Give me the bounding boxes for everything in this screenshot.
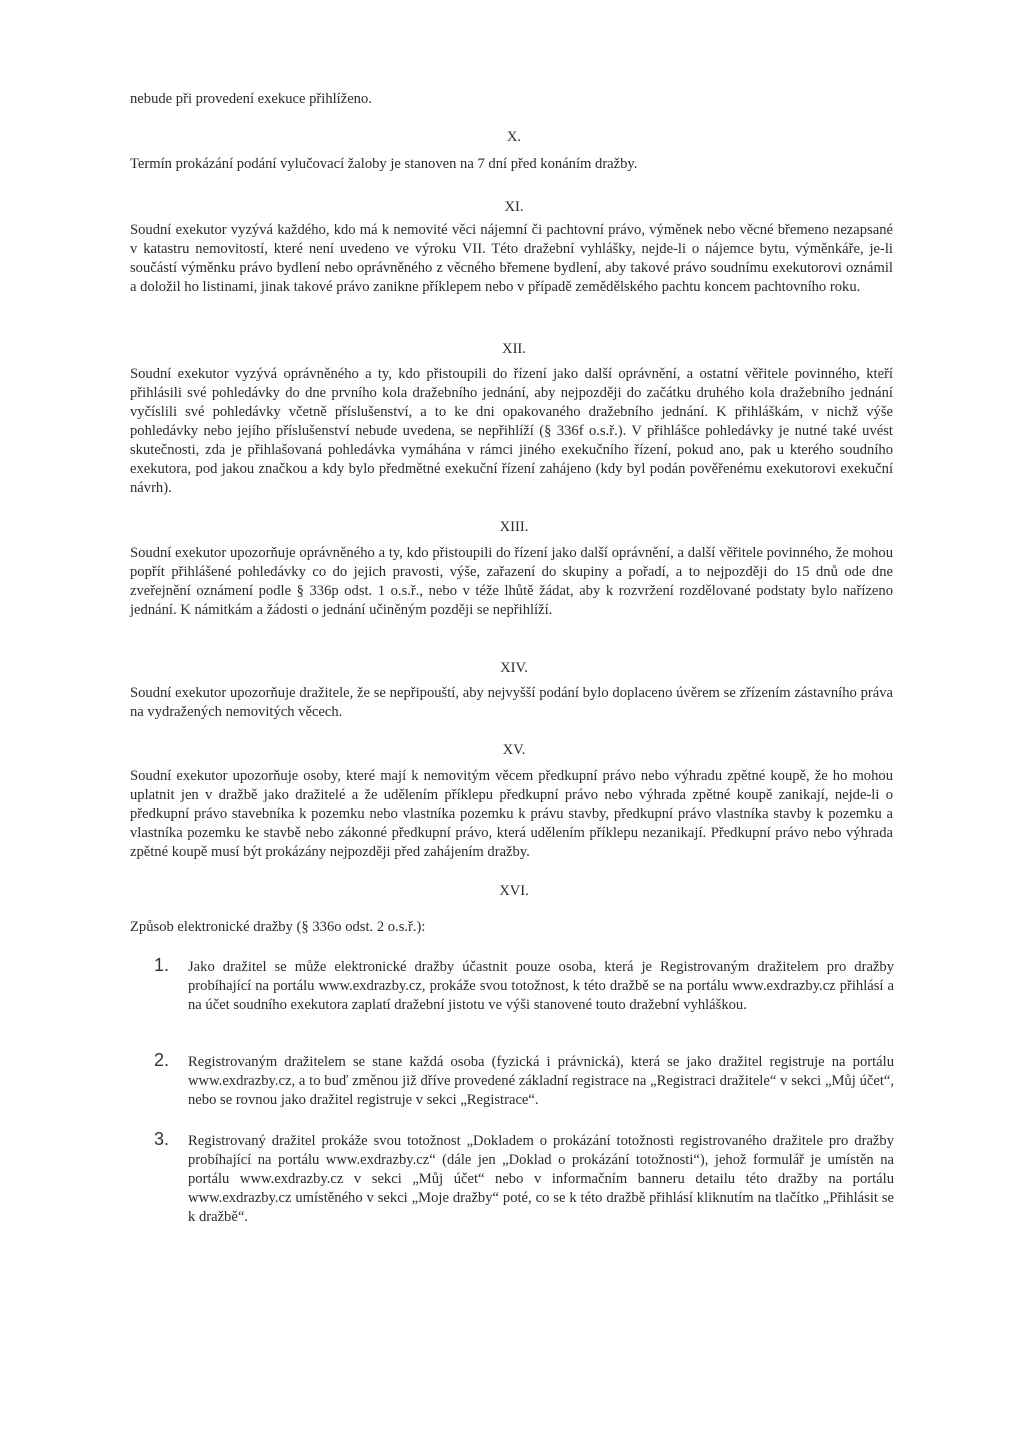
section-heading-x: X. [506,129,522,145]
section-text-x: Termín prokázání podání vylučovací žaloby je stanoven na 7 dní před konáním dražby. [130,156,638,172]
section-text-xii: Soudní exekutor vyzývá oprávněného a ty, kdo přistoupili do řízení jako další oprávnění, a ostatní věřitele povinného, kteří přihlásili své pohledávky do dne prvního kola dražebního jednání, aby nejpozději do začátku druhého kola dražebního jednání vyčíslili své pohledávky včetně příslušenství, a to ke dni opakovaného dražebního jednání. K přihláškám, v nichž výše pohledávky nebo jejího příslušenství nebude uvedena, se nepřihlíží (§ 336f o.s.ř.). V přihlášce pohledávky je nutné také uvést skutečnosti, zda je přihlašovaná pohledávka vymáhána v rámci jiného exekučního řízení, pokud ano, pak u kterého soudního exekutora, pod jakou značkou a kdy bylo předmětné exekuční řízení zahájeno (kdy byl podán pověřenému exekutorovi exekuční návrh). [130,366,893,496]
section-heading-xiii: XIII. [499,519,529,535]
section-text-xv: Soudní exekutor upozorňuje osoby, které mají k nemovitým věcem předkupní právo nebo výhradu zpětné koupě, že ho mohou uplatnit jen v dražbě jako dražitelé a že udělením příklepu předkupní právo nebo výhrada zpětné koupě zanikají, nejde-li o předkupní právo stavebníka k pozemku nebo vlastníka pozemku k právu stavby, předkupní právo vlastníka stavby k pozemku a vlastníka pozemku ke stavbě nebo zákonné předkupní právo, která udělením příklepu nezanikají. Předkupní právo nebo výhrada zpětné koupě musí být prokázány nejpozději před zahájením dražby. [130,768,893,860]
section-heading-xv: XV. [502,742,526,758]
section-text-xiii: Soudní exekutor upozorňuje oprávněného a ty, kdo přistoupili do řízení jako další oprávnění, a další věřitele povinného, že mohou popřít přihlášené pohledávky co do jejich pravosti, výše, zařazení do skupiny a pořadí, a to nejpozději do 15 dnů ode dne zveřejnění oznámení podle § 336p odst. 1 o.s.ř., nebo v téže lhůtě žádat, aby k rozvržení rozdělované podstaty bylo nařízeno jednání. K námitkám a žádosti o jednání učiněným později se nepřihlíží. [130,545,893,618]
list-item-number: 3. [154,1129,170,1149]
section-heading-xvi: XVI. [499,883,529,899]
list-item [154,955,894,1015]
section-heading-xi: XI. [504,199,524,215]
list-item-number: 2. [154,1050,170,1070]
section-text-xiv: Soudní exekutor upozorňuje dražitele, že se nepřipouští, aby nejvyšší podání bylo doplaceno úvěrem se zřízením zástavního práva na vydražených nemovitých věcech. [130,685,893,720]
list-item-number: 1. [154,955,170,975]
list-item [154,1129,894,1227]
list-item-text: Registrovaný dražitel prokáže svou totožnost „Dokladem o prokázání totožnosti registrovaného dražitele pro dražby probíhající na portálu www.exdrazby.cz“ (dále jen „Doklad o prokázání totožnosti“), jehož formulář je umístěn na portálu www.exdrazby.cz v sekci „Můj účet“ nebo v informačním banneru detailu této dražby na portálu www.exdrazby.cz umístěného v sekci „Moje dražby“ poté, co se k této dražbě přihlásí kliknutím na tlačítko „Přihlásit se k dražbě“. [188,1133,894,1225]
section-text-xi: Soudní exekutor vyzývá každého, kdo má k nemovité věci nájemní či pachtovní právo, výměnek nebo věcné břemeno nezapsané v katastru nemovitostí, které není uvedeno ve výroku VII. Této dražební vyhlášky, nejde-li o nájemce bytu, výměnkáře, je-li součástí výměnku právo bydlení nebo oprávněného z věcného břemene bydlení, aby takové právo soudnímu exekutorovi oznámil a doložil ho listinami, jinak takové právo zanikne příklepem nebo v případě zemědělského pachtu koncem pachtovního roku. [130,222,893,295]
section-text-xvi: Způsob elektronické dražby (§ 336o odst. 2 o.s.ř.): [130,919,426,935]
section-heading-xii: XII. [502,341,526,357]
section-heading-xiv: XIV. [500,660,528,676]
list-item [154,1050,894,1110]
list-item-text: Jako dražitel se může elektronické dražby účastnit pouze osoba, která je Registrovaným dražitelem pro dražby probíhající na portálu www.exdrazby.cz, prokáže svou totožnost, k této dražbě se na portálu www.exdrazby.cz přihlásí a na účet soudního exekutora zaplatí dražební jistotu ve výši stanovené touto dražební vyhláškou. [188,959,894,1013]
list-item-text: Registrovaným dražitelem se stane každá osoba (fyzická i právnická), která se jako dražitel registruje na portálu www.exdrazby.cz, a to buď změnou již dříve provedené základní registrace na „Registraci dražitele“ v sekci „Můj účet“, nebo se rovnou jako dražitel registruje v sekci „Registrace“. [188,1054,894,1108]
intro-line: nebude při provedení exekuce přihlíženo. [130,91,372,107]
